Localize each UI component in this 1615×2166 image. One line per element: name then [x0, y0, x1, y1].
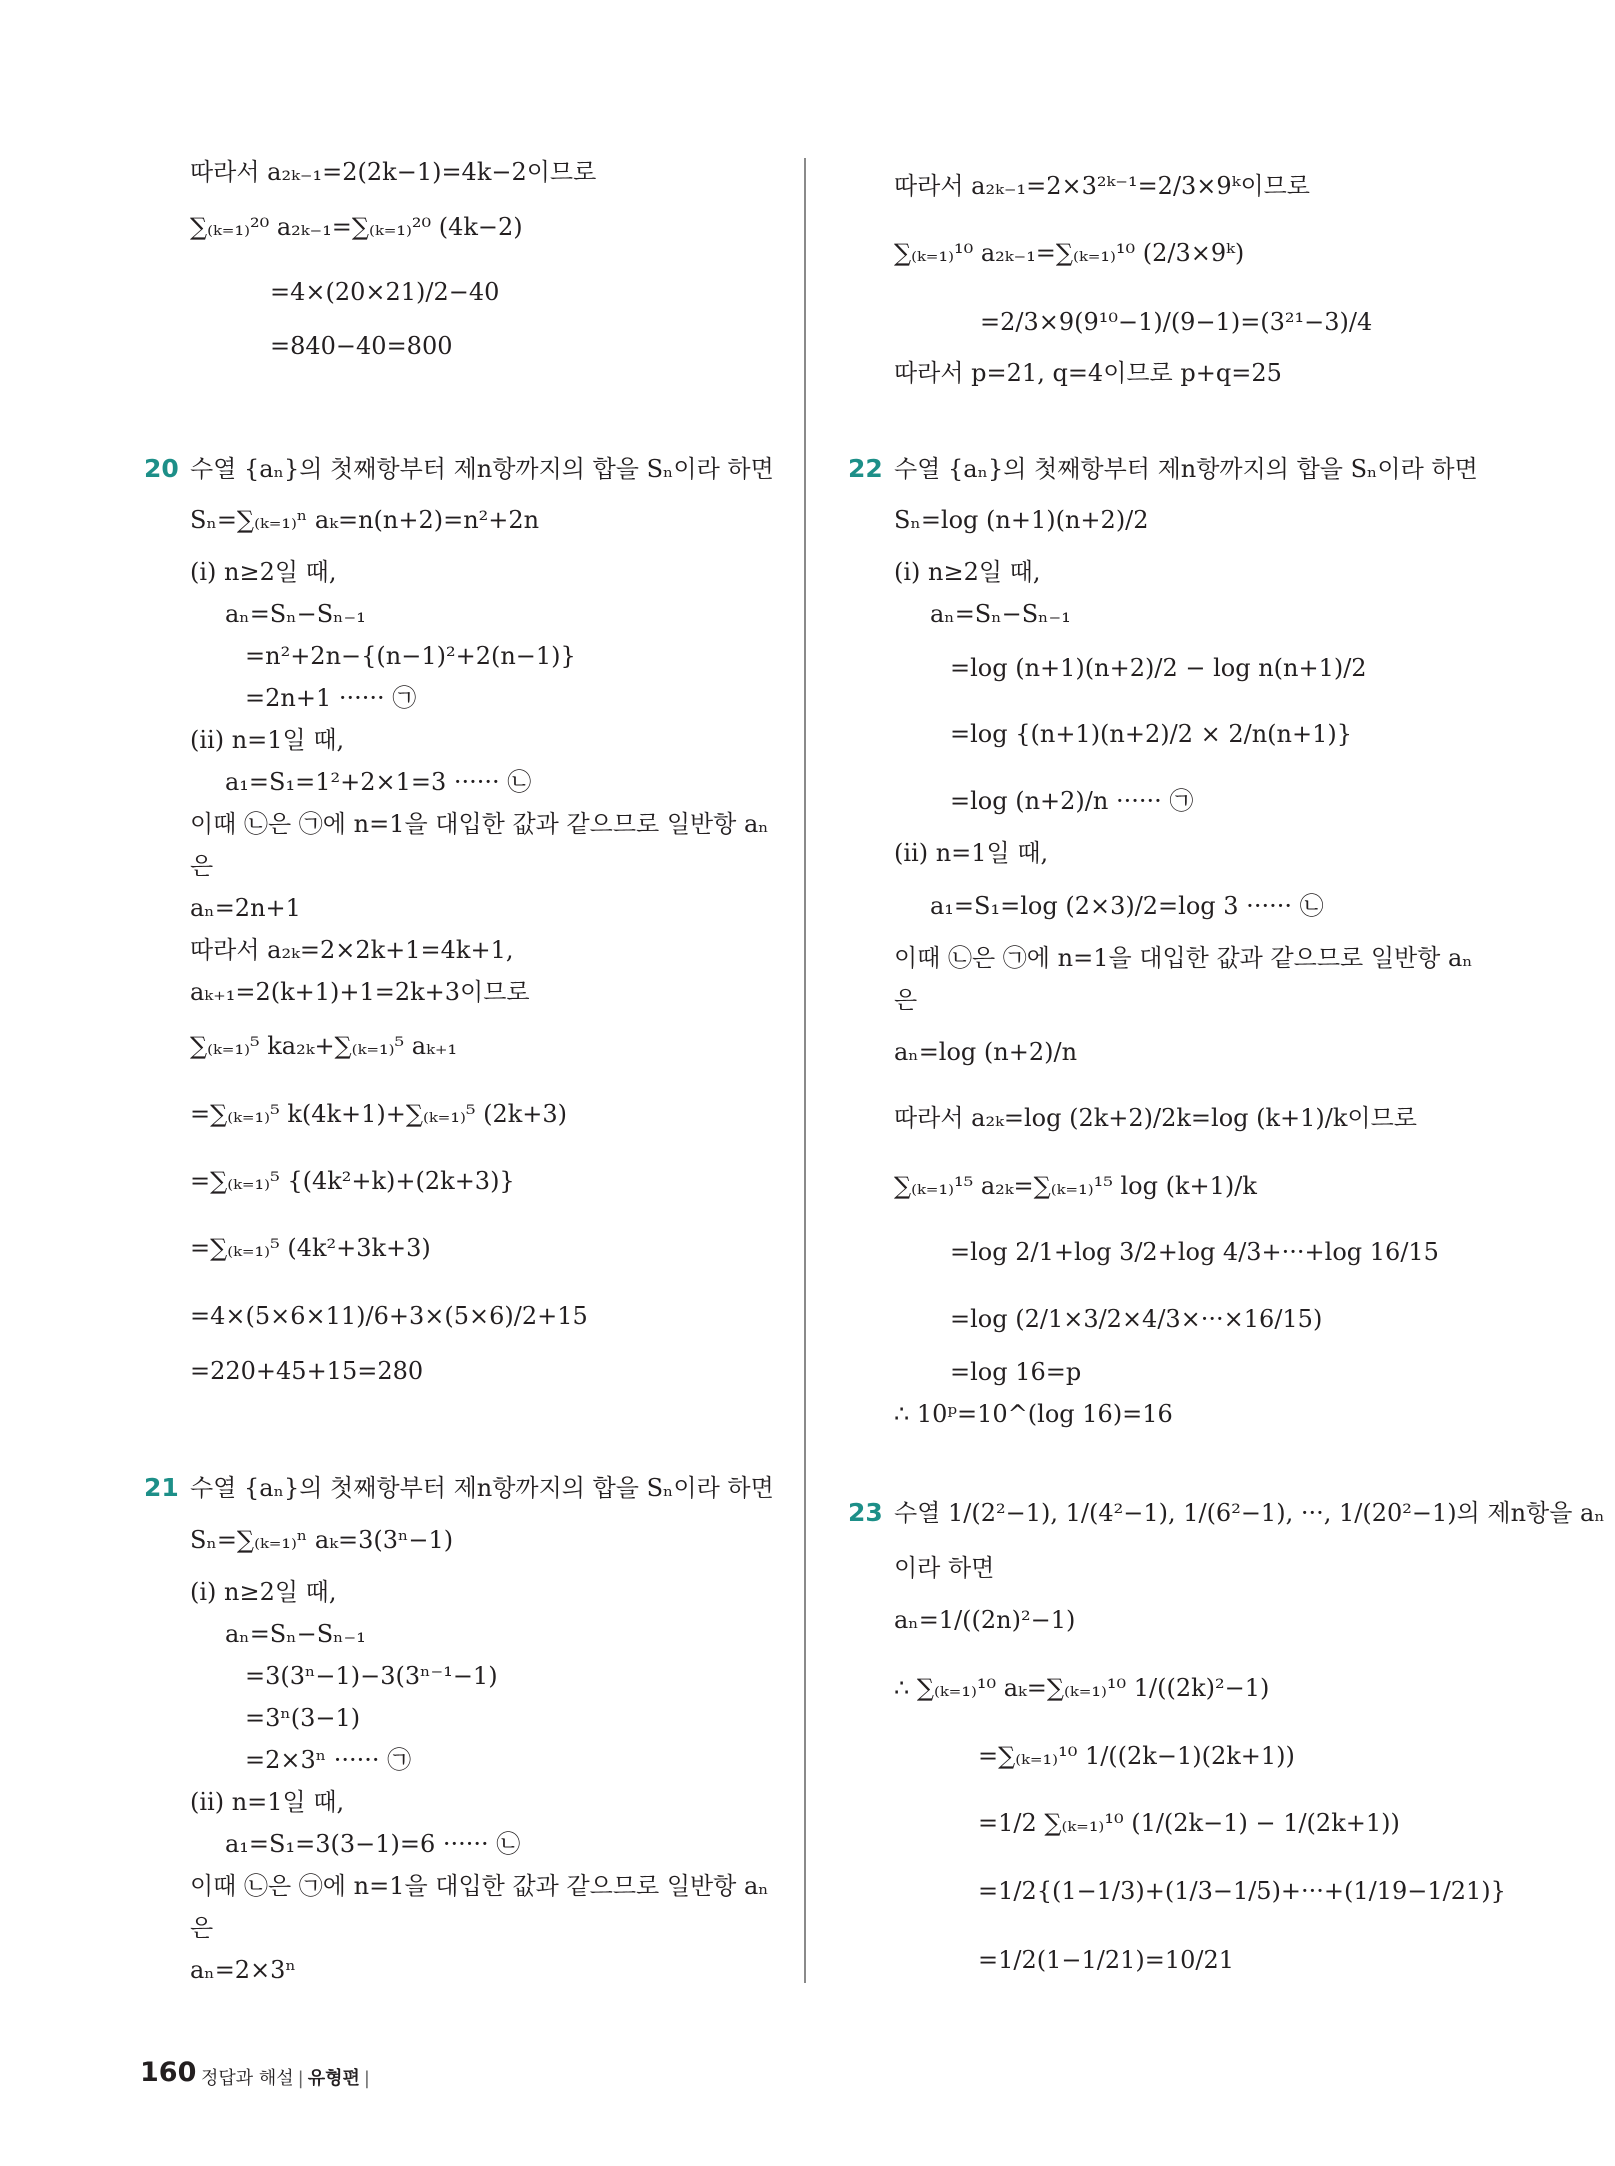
text-line: (ⅰ) n≥2일 때, — [190, 558, 337, 586]
math-line: =∑₍ₖ₌₁₎⁵ {(4k²+k)+(2k+3)} — [190, 1167, 515, 1195]
math-line: aₙ=2n+1 — [190, 894, 301, 922]
math-line: 따라서 a₂ₖ=log (2k+2)/2k=log (k+1)/k이므로 — [894, 1104, 1417, 1132]
footer-label — [201, 2064, 374, 2090]
math-line: ∴ ∑₍ₖ₌₁₎¹⁰ aₖ=∑₍ₖ₌₁₎¹⁰ 1/((2k)²−1) — [894, 1674, 1270, 1702]
problem-number: 22 — [848, 454, 883, 483]
math-line: =log (n+2)/n ······ ㉠ — [950, 787, 1194, 815]
math-line: =1/2 ∑₍ₖ₌₁₎¹⁰ (1/(2k−1) − 1/(2k+1)) — [978, 1809, 1400, 1837]
math-line: =840−40=800 — [270, 332, 453, 360]
math-line: ∑₍ₖ₌₁₎²⁰ a₂ₖ₋₁=∑₍ₖ₌₁₎²⁰ (4k−2) — [190, 213, 523, 241]
text-line: 수열 {aₙ}의 첫째항부터 제n항까지의 합을 Sₙ이라 하면 — [190, 1474, 774, 1502]
math-line: =4×(20×21)/2−40 — [270, 278, 500, 306]
footer-section: 유형편 — [307, 2068, 360, 2089]
text-line: 따라서 a₂ₖ=2×2k+1=4k+1, — [190, 936, 514, 964]
math-line: Sₙ=log (n+1)(n+2)/2 — [894, 506, 1149, 534]
text-line: aₖ₊₁=2(k+1)+1=2k+3이므로 — [190, 978, 530, 1006]
text-line: 따라서 a₂ₖ₋₁=2(2k−1)=4k−2이므로 — [190, 158, 597, 186]
math-line: =∑₍ₖ₌₁₎⁵ (4k²+3k+3) — [190, 1234, 431, 1262]
math-line: =∑₍ₖ₌₁₎¹⁰ 1/((2k−1)(2k+1)) — [978, 1742, 1295, 1770]
text-line: 따라서 a₂ₖ₋₁=2×3²ᵏ⁻¹=2/3×9ᵏ이므로 — [894, 172, 1310, 200]
text-line: 따라서 p=21, q=4이므로 p+q=25 — [894, 359, 1282, 387]
math-line: ∑₍ₖ₌₁₎¹⁰ a₂ₖ₋₁=∑₍ₖ₌₁₎¹⁰ (2/3×9ᵏ) — [894, 239, 1245, 267]
math-line: =n²+2n−{(n−1)²+2(n−1)} — [245, 642, 576, 670]
footer-separator: | — [297, 2068, 304, 2089]
math-line: aₙ=Sₙ−Sₙ₋₁ — [225, 600, 366, 628]
text-line: 수열 {aₙ}의 첫째항부터 제n항까지의 합을 Sₙ이라 하면 — [894, 455, 1478, 483]
math-line: aₙ=1/((2n)²−1) — [894, 1606, 1076, 1634]
math-line: =2/3×9(9¹⁰−1)/(9−1)=(3²¹−3)/4 — [980, 308, 1373, 336]
math-line: =1/2{(1−1/3)+(1/3−1/5)+···+(1/19−1/21)} — [978, 1877, 1506, 1905]
text-line: 이때 ㉡은 ㉠에 n=1을 대입한 값과 같으므로 일반항 aₙ — [894, 944, 1473, 972]
math-line: =3(3ⁿ−1)−3(3ⁿ⁻¹−1) — [245, 1662, 498, 1690]
math-line: =2n+1 ······ ㉠ — [245, 684, 417, 712]
math-line: aₙ=log (n+2)/n — [894, 1038, 1078, 1066]
math-line: ∑₍ₖ₌₁₎⁵ ka₂ₖ+∑₍ₖ₌₁₎⁵ aₖ₊₁ — [190, 1032, 458, 1060]
math-line: =log 16=p — [950, 1358, 1082, 1386]
text-line: (ⅰ) n≥2일 때, — [190, 1578, 337, 1606]
text-line: 은 — [894, 986, 918, 1014]
math-line: a₁=S₁=1²+2×1=3 ······ ㉡ — [225, 768, 532, 796]
text-line: (ⅰ) n≥2일 때, — [894, 558, 1041, 586]
problem-number: 20 — [144, 454, 179, 483]
math-line: =220+45+15=280 — [190, 1357, 424, 1385]
math-line: =∑₍ₖ₌₁₎⁵ k(4k+1)+∑₍ₖ₌₁₎⁵ (2k+3) — [190, 1100, 568, 1128]
math-line: Sₙ=∑₍ₖ₌₁₎ⁿ aₖ=n(n+2)=n²+2n — [190, 506, 540, 534]
math-line: ∴ 10ᵖ=10^(log 16)=16 — [894, 1400, 1173, 1428]
page-number: 160 — [140, 2057, 197, 2088]
math-line: =log 2/1+log 3/2+log 4/3+···+log 16/15 — [950, 1238, 1439, 1266]
math-line: =2×3ⁿ ······ ㉠ — [245, 1746, 412, 1774]
text-line: (ⅱ) n=1일 때, — [190, 1788, 345, 1816]
text-line: 수열 {aₙ}의 첫째항부터 제n항까지의 합을 Sₙ이라 하면 — [190, 455, 774, 483]
footer-title: 정답과 해설 — [201, 2068, 294, 2089]
problem-number: 21 — [144, 1473, 179, 1502]
footer-separator: | — [363, 2068, 370, 2089]
text-line: 수열 1/(2²−1), 1/(4²−1), 1/(6²−1), ···, 1/(20²−1)의 제n항을 aₙ — [894, 1499, 1605, 1527]
math-line: =3ⁿ(3−1) — [245, 1704, 361, 1732]
math-line: aₙ=Sₙ−Sₙ₋₁ — [930, 600, 1071, 628]
math-line: a₁=S₁=3(3−1)=6 ······ ㉡ — [225, 1830, 521, 1858]
math-line: aₙ=2×3ⁿ — [190, 1956, 296, 1984]
text-line: 이때 ㉡은 ㉠에 n=1을 대입한 값과 같으므로 일반항 aₙ — [190, 810, 769, 838]
text-line: 이라 하면 — [894, 1554, 995, 1582]
math-line: =log (2/1×3/2×4/3×···×16/15) — [950, 1305, 1323, 1333]
text-line: 이때 ㉡은 ㉠에 n=1을 대입한 값과 같으므로 일반항 aₙ — [190, 1872, 769, 1900]
math-line: ∑₍ₖ₌₁₎¹⁵ a₂ₖ=∑₍ₖ₌₁₎¹⁵ log (k+1)/k — [894, 1172, 1257, 1200]
text-line: (ⅱ) n=1일 때, — [190, 726, 345, 754]
column-divider — [804, 158, 806, 1983]
math-line: =log (n+1)(n+2)/2 − log n(n+1)/2 — [950, 654, 1367, 682]
math-line: Sₙ=∑₍ₖ₌₁₎ⁿ aₖ=3(3ⁿ−1) — [190, 1526, 454, 1554]
text-line: 은 — [190, 852, 214, 880]
text-line: 은 — [190, 1914, 214, 1942]
math-line: a₁=S₁=log (2×3)/2=log 3 ······ ㉡ — [930, 892, 1324, 920]
math-line: =1/2(1−1/21)=10/21 — [978, 1946, 1235, 1974]
math-line: =4×(5×6×11)/6+3×(5×6)/2+15 — [190, 1302, 588, 1330]
problem-number: 23 — [848, 1498, 883, 1527]
text-line: (ⅱ) n=1일 때, — [894, 839, 1049, 867]
math-line: =log {(n+1)(n+2)/2 × 2/n(n+1)} — [950, 720, 1352, 748]
math-line: aₙ=Sₙ−Sₙ₋₁ — [225, 1620, 366, 1648]
